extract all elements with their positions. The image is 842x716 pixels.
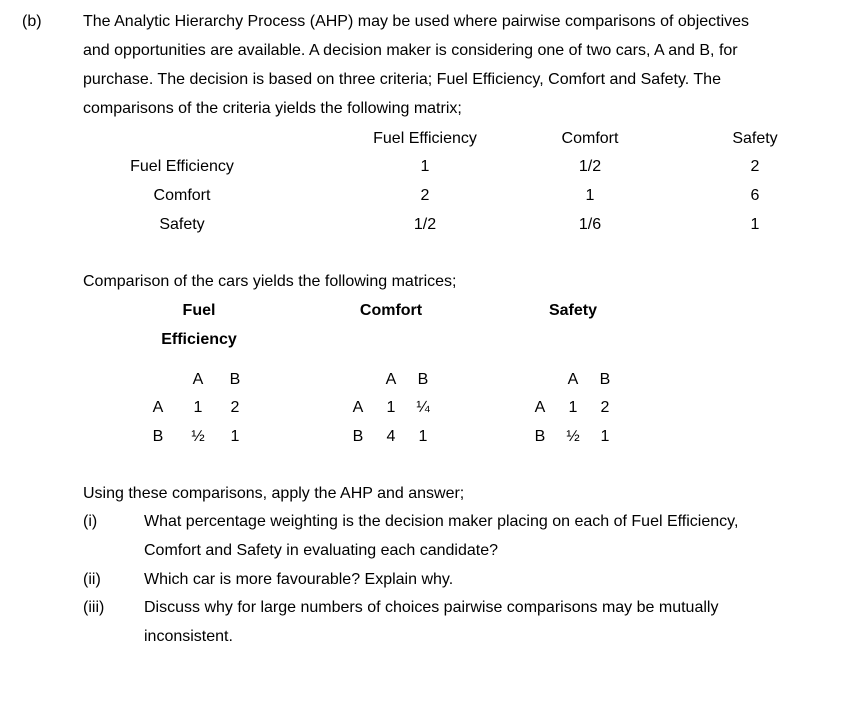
intro-line: comparisons of the criteria yields the following matrix;: [83, 100, 462, 117]
matrix-cell: 1: [386, 399, 396, 416]
row-label-a: A: [352, 399, 364, 416]
questions-intro: Using these comparisons, apply the AHP and answer;: [83, 485, 465, 502]
col-header-safety: Safety: [732, 130, 778, 147]
col-header-fuel-efficiency: Fuel Efficiency: [373, 130, 477, 147]
question-number: (i): [83, 513, 98, 530]
matrix-cell: 1: [585, 187, 595, 204]
matrix-cell: ½: [191, 428, 205, 445]
question-text: Which car is more favourable? Explain why.: [144, 571, 454, 588]
matrix-cell: 1: [193, 399, 203, 416]
part-label: (b): [22, 13, 42, 30]
row-label-b: B: [352, 428, 364, 445]
matrix-cell: 1: [418, 428, 428, 445]
question-number: (iii): [83, 599, 105, 616]
col-header-comfort: Comfort: [561, 130, 619, 147]
col-header-b: B: [229, 371, 241, 388]
question-text: Comfort and Safety in evaluating each candidate?: [144, 542, 499, 559]
question-text: inconsistent.: [144, 628, 233, 645]
row-label-b: B: [534, 428, 546, 445]
matrix-cell: 1/2: [578, 158, 602, 175]
matrix-cell: ¼: [416, 399, 430, 416]
row-label-safety: Safety: [159, 216, 205, 233]
matrix-cell: 1: [600, 428, 610, 445]
matrix-cell: 4: [386, 428, 396, 445]
matrix-title: Safety: [548, 302, 598, 319]
question-text: Discuss why for large numbers of choices pairwise comparisons may be mutually: [144, 599, 719, 616]
matrix-cell: 1/6: [578, 216, 602, 233]
matrix-cell: 6: [750, 187, 760, 204]
col-header-b: B: [599, 371, 611, 388]
matrix-cell: 1: [420, 158, 430, 175]
matrix-cell: 1: [230, 428, 240, 445]
matrix-cell: 2: [750, 158, 760, 175]
question-text: What percentage weighting is the decision maker placing on each of Fuel Efficiency,: [144, 513, 739, 530]
col-header-a: A: [385, 371, 397, 388]
row-label-a: A: [152, 399, 164, 416]
matrix-title: Efficiency: [161, 331, 237, 348]
matrix-cell: 1: [568, 399, 578, 416]
matrix-title: Fuel: [182, 302, 216, 319]
col-header-a: A: [567, 371, 579, 388]
matrix-cell: 2: [230, 399, 240, 416]
matrix-cell: 1: [750, 216, 760, 233]
matrix-cell: ½: [566, 428, 580, 445]
col-header-b: B: [417, 371, 429, 388]
row-label-comfort: Comfort: [153, 187, 211, 204]
matrix-title: Comfort: [359, 302, 423, 319]
row-label-fuel-efficiency: Fuel Efficiency: [130, 158, 234, 175]
intro-line: The Analytic Hierarchy Process (AHP) may be used where pairwise comparisons of objectives: [83, 13, 750, 30]
col-header-a: A: [192, 371, 204, 388]
matrix-cell: 2: [420, 187, 430, 204]
intro-line: and opportunities are available. A decision maker is considering one of two cars, A and B, for: [83, 42, 738, 59]
matrix-cell: 1/2: [413, 216, 437, 233]
cars-intro: Comparison of the cars yields the following matrices;: [83, 273, 457, 290]
question-number: (ii): [83, 571, 101, 588]
intro-line: purchase. The decision is based on three criteria; Fuel Efficiency, Comfort and Safety. The: [83, 71, 721, 88]
row-label-b: B: [152, 428, 164, 445]
matrix-cell: 2: [600, 399, 610, 416]
row-label-a: A: [534, 399, 546, 416]
